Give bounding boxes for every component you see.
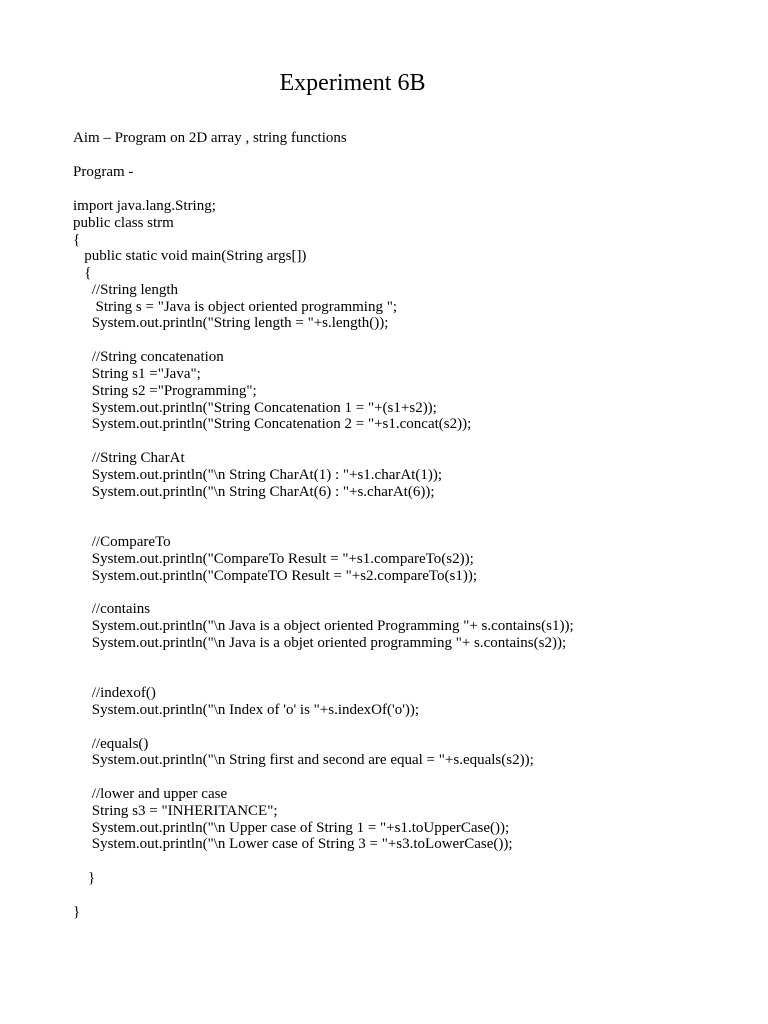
- code-line: //contains: [73, 601, 151, 617]
- code-line: {: [73, 265, 92, 281]
- code-line: //CompareTo: [73, 534, 171, 550]
- code-line: String s3 = "INHERITANCE";: [73, 803, 278, 819]
- code-line: System.out.println("\n Index of 'o' is "+s.indexOf('o'));: [73, 702, 420, 718]
- program-label: Program -: [73, 164, 134, 180]
- code-line: //indexof(): [73, 685, 156, 701]
- code-line: import java.lang.String;: [73, 198, 216, 214]
- code-line: System.out.println("CompateTO Result = "+s2.compareTo(s1));: [73, 568, 478, 584]
- code-line: System.out.println("\n String CharAt(6) : "+s.charAt(6));: [73, 484, 435, 500]
- code-line: //String concatenation: [73, 349, 224, 365]
- code-line: System.out.println("\n Upper case of String 1 = "+s1.toUpperCase());: [73, 820, 510, 836]
- code-line: System.out.println("\n String CharAt(1) : "+s1.charAt(1));: [73, 467, 442, 483]
- code-line: }: [73, 904, 81, 920]
- code-line: public static void main(String args[]): [73, 248, 307, 264]
- code-line: System.out.println("String length = "+s.length());: [73, 315, 389, 331]
- code-line: String s2 ="Programming";: [73, 383, 257, 399]
- code-line: System.out.println("\n Java is a objet oriented programming "+ s.contains(s2));: [73, 635, 567, 651]
- code-line: {: [73, 232, 81, 248]
- page-title: Experiment 6B: [279, 70, 426, 96]
- code-line: System.out.println("String Concatenation 1 = "+(s1+s2));: [73, 400, 437, 416]
- code-line: public class strm: [73, 215, 174, 231]
- code-line: System.out.println("\n Java is a object oriented Programming "+ s.contains(s1));: [73, 618, 574, 634]
- aim-text: Aim – Program on 2D array , string functions: [73, 130, 347, 146]
- code-line: System.out.println("String Concatenation 2 = "+s1.concat(s2));: [73, 416, 472, 432]
- code-line: System.out.println("CompareTo Result = "+s1.compareTo(s2));: [73, 551, 474, 567]
- code-line: //equals(): [73, 736, 149, 752]
- code-line: String s1 ="Java";: [73, 366, 201, 382]
- code-line: String s = "Java is object oriented programming ";: [73, 299, 397, 315]
- code-line: //String CharAt: [73, 450, 185, 466]
- code-line: //lower and upper case: [73, 786, 228, 802]
- code-line: //String length: [73, 282, 178, 298]
- code-line: }: [73, 870, 96, 886]
- code-line: System.out.println("\n String first and second are equal = "+s.equals(s2));: [73, 752, 534, 768]
- code-line: System.out.println("\n Lower case of String 3 = "+s3.toLowerCase());: [73, 836, 513, 852]
